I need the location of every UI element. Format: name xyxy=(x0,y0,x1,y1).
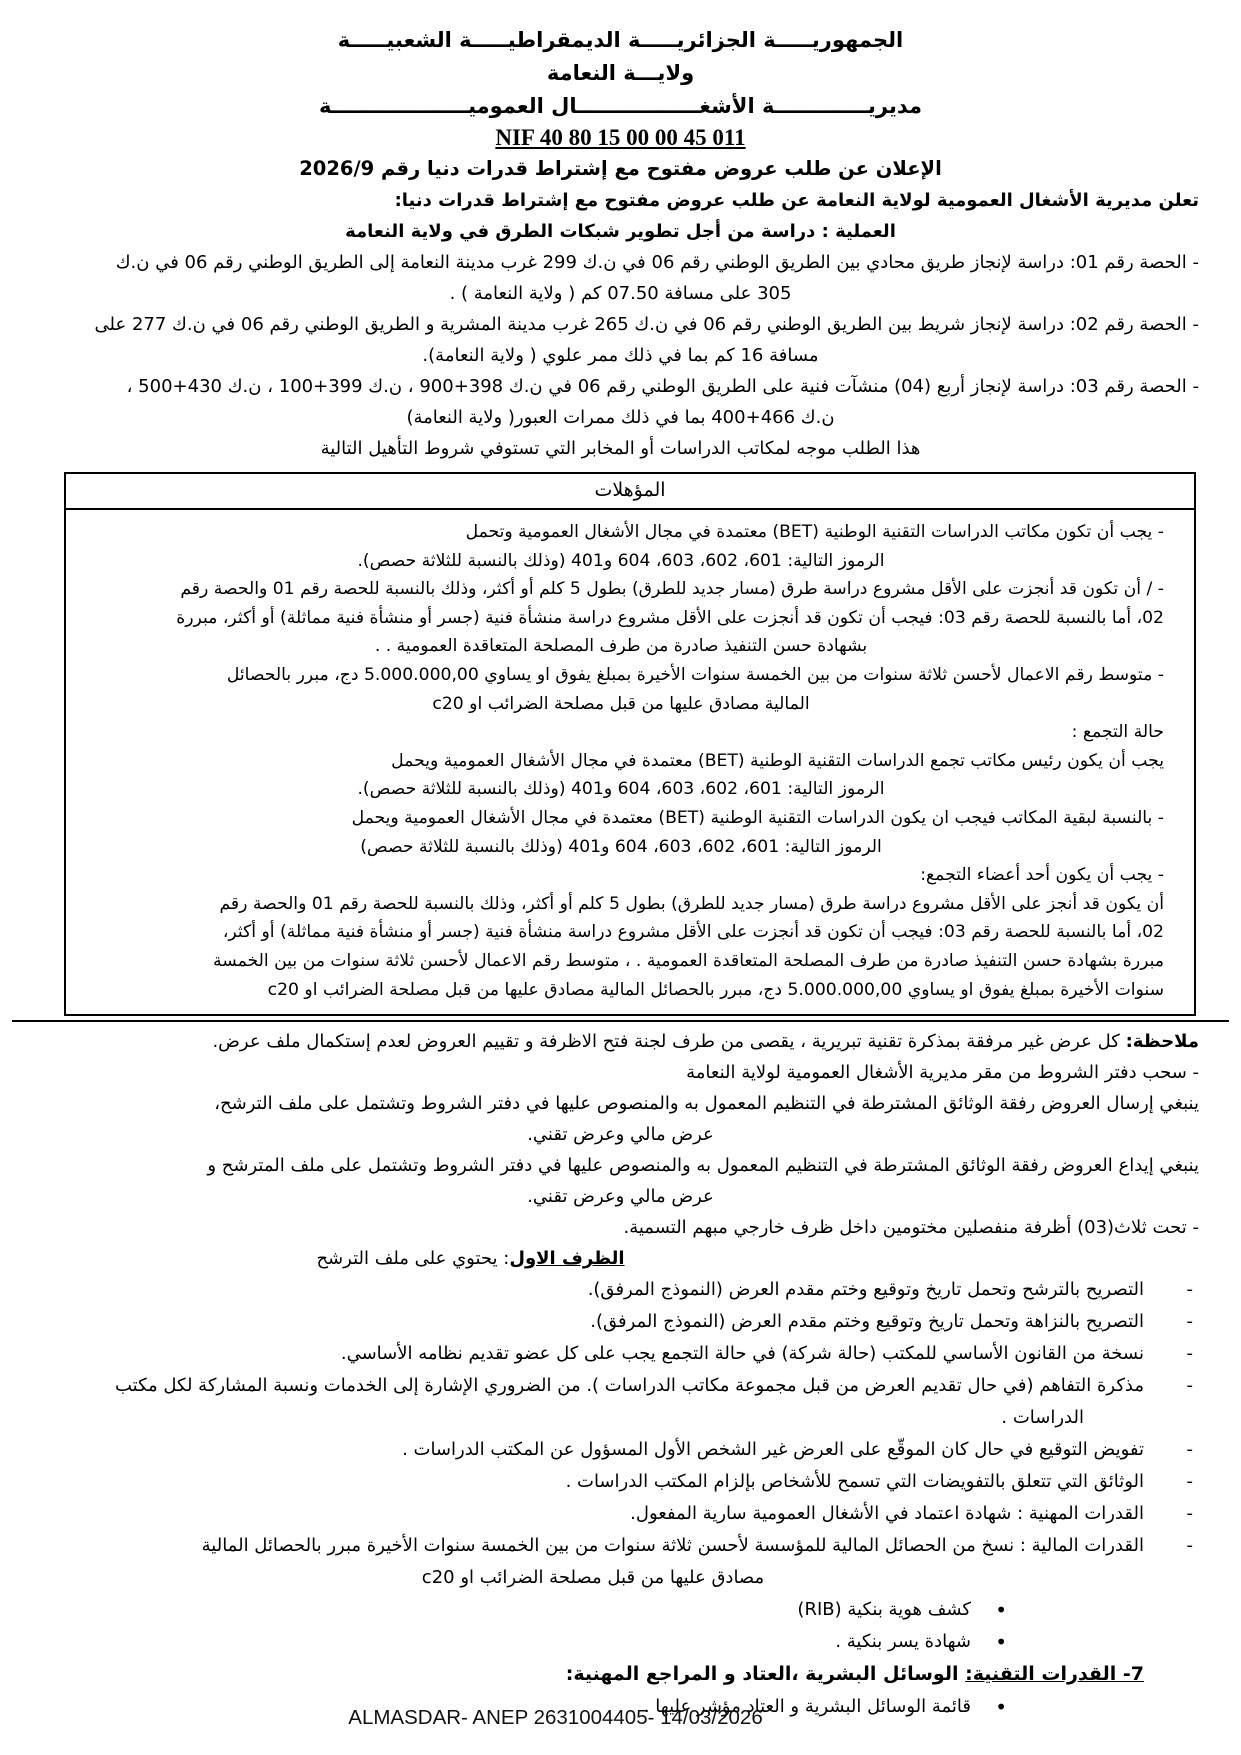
box-line-1: - يجب أن تكون مكاتب الدراسات التقنية الوطنية (BET) معتمدة في مجال الأشغال العمومية وتحمل xyxy=(465,522,1164,542)
directorate-line: مديريـــــــــــــة الأشغـــــــــــــــــال العموميـــــــــــــــــــة xyxy=(319,94,922,118)
dash-item-text: مذكرة التفاهم (في حال تقديم العرض من قبل مجموعة مكاتب الدراسات ). من الضروري الإشارة إلى الخدمات ونسبة المشاركة لكل مكتب xyxy=(114,1375,1144,1397)
announcement-title: الإعلان عن طلب عروض مفتوح مع إشتراط قدرات دنيا رقم 2026/9 xyxy=(299,157,942,180)
dash-item-delegation-documents xyxy=(42,1466,1199,1498)
box-line-5: بشهادة حسن التنفيذ صادرة من طرف المصلحة المتعاقدة العمومية . . xyxy=(374,636,868,657)
box-bottom-rule xyxy=(12,1020,1229,1022)
dash-item-text: تفويض التوقيع في حال كان الموقّع على العرض غير الشخص الأول المسؤول عن المكتب الدراسات . xyxy=(402,1439,1144,1461)
lot-2-line-1: - الحصة رقم 02: دراسة لإنجاز شريط بين الطريق الوطني رقم 06 في ن.ك 265 غرب مدينة المشرية و الطريق الوطني رقم 06 في ن.ك 277 على xyxy=(94,314,1199,335)
qualifications-box-body xyxy=(66,510,1194,1014)
dash-item-text: القدرات المهنية : شهادة اعتماد في الأشغال العمومية سارية المفعول. xyxy=(630,1503,1144,1525)
box-line-6: - متوسط رقم الاعمال لأحسن ثلاثة سنوات من بين الخمسة سنوات الأخيرة بمبلغ يفوق او يساوي 5.000.000,00 دج، مبرر بالحصائل xyxy=(226,664,1164,685)
box-line-7: المالية مصادق عليها من قبل مصلحة الضرائب او c20 xyxy=(432,693,810,714)
note-line xyxy=(42,1026,1199,1057)
dash-item-professional-capacities xyxy=(42,1498,1199,1530)
bank-documents-list xyxy=(42,1594,1199,1658)
dash-item-text: نسخة من القانون الأساسي للمكتب (حالة شركة) في حالة التجمع يجب على كل عضو تقديم نظامه الأساسي. xyxy=(340,1343,1144,1365)
lot-1-line-2: 305 على مسافة 07.50 كم ( ولاية النعامة ) . xyxy=(449,283,792,304)
wilaya-line: ولايـــة النعامة xyxy=(546,61,695,85)
nif-line: NIF 40 80 15 00 00 45 011 xyxy=(495,125,746,150)
operation-line xyxy=(42,216,1199,247)
announce-line: تعلن مديرية الأشغال العمومية لولاية النعامة عن طلب عروض مفتوح مع إشتراط قدرات دنيا: xyxy=(394,190,1199,211)
send-offers-line: ينبغي إرسال العروض رفقة الوثائق المشترطة في التنظيم المعمول به والمنصوص عليها في دفتر الشروط وتشتمل على ملف الترشح، xyxy=(214,1093,1199,1115)
box-line-10: الرموز التالية: 601، 602، 603، 604 و401 (وذلك بالنسبة للثلاثة حصص). xyxy=(357,779,885,800)
bullet-item-bank-ease xyxy=(42,1626,1199,1658)
dash-item-text: التصريح بالترشح وتحمل تاريخ وتوقيع وختم مقدم العرض (النموذج المرفق). xyxy=(587,1279,1144,1301)
box-line-17: سنوات الأخيرة بمبلغ يفوق او يساوي 5.000.000,00 دج، مبرر بالحصائل المالية مصادق عليها من قبل مصلحة الضرائب او c20 xyxy=(267,979,1164,1000)
bullet-item-text: قائمة الوسائل البشرية و العتاد مؤشر عليها . xyxy=(643,1696,971,1718)
envelope-1-text: : يحتوي على ملف الترشح xyxy=(316,1248,510,1270)
lot-3-line-2: ن.ك 466+400 بما في ذلك ممرات العبور( ولاية النعامة) xyxy=(406,407,835,428)
box-line-4: 02، أما بالنسبة للحصة رقم 03: فيجب أن تكون قد أنجزت على الأقل مشروع دراسة منشأة فنية (جسر أو منشأة فنية مماثلة) أو أكثر، مبررة xyxy=(176,607,1164,628)
section7-heading xyxy=(42,1658,1199,1691)
deposit-offers-line: ينبغي إيداع العروض رفقة الوثائق المشترطة في التنظيم المعمول به والمنصوص عليها في دفتر الشروط وتشتمل على ملف المترشح و xyxy=(207,1155,1199,1177)
dash-item-memorandum xyxy=(42,1370,1199,1434)
dash-item-financial-capacities xyxy=(42,1530,1199,1594)
lot-1-paragraph xyxy=(42,247,1199,309)
withdraw-terms-line: - سحب دفتر الشروط من مقر مديرية الأشغال العمومية لولاية النعامة xyxy=(686,1062,1199,1084)
box-line-16: مبررة بشهادة حسن التنفيذ صادرة من طرف المصلحة المتعاقدة العمومية . ، متوسط رقم الاعمال لأحسن ثلاثة سنوات من بين الخمسة xyxy=(213,950,1164,971)
box-line-9: يجب أن يكون رئيس مكاتب تجمع الدراسات التقنية الوطنية (BET) معتمدة في مجال الأشغال العمومية ويحمل xyxy=(391,750,1164,771)
box-line-12: الرموز التالية: 601، 602، 603، 604 و401 (وذلك بالنسبة للثلاثة حصص) xyxy=(360,836,882,857)
anep-footer-line: ALMASDAR- ANEP 2631004405- 14/03/2026 xyxy=(348,1706,763,1729)
dash-item-declaration-candidacy xyxy=(42,1274,1199,1306)
dash-item-continuation: الدراسات . xyxy=(1001,1407,1084,1429)
lot-3-paragraph xyxy=(42,371,1199,433)
box-line-14: أن يكون قد أنجز على الأقل مشروع دراسة طرق (مسار جديد للطرق) بطول 5 كلم أو أكثر، وذلك بالنسبة للحصة رقم 01 والحصة رقم xyxy=(219,893,1164,914)
lot-1-line-1: - الحصة رقم 01: دراسة لإنجاز طريق محادي بين الطريق الوطني رقم 06 في ن.ك 299 غرب مدينة النعامة إلى الطريق الوطني رقم 06 في ن.ك xyxy=(115,252,1199,273)
addressed-to-line: هذا الطلب موجه لمكاتب الدراسات أو المخابر التي تستوفي شروط التأهيل التالية xyxy=(320,438,921,459)
bullet-item-text: شهادة يسر بنكية . xyxy=(835,1631,971,1653)
dash-item-statutes-copy xyxy=(42,1338,1199,1370)
dash-item-text: القدرات المالية : نسخ من الحصائل المالية للمؤسسة لأحسن ثلاثة سنوات من بين الخمسة سنوات الأخيرة مبرر بالحصائل المالية xyxy=(201,1535,1144,1557)
lot-2-line-2: مسافة 16 كم بما في ذلك ممر علوي ( ولاية النعامة). xyxy=(422,345,819,366)
republic-line: الجمهوريـــــة الجزائريـــــة الديمقراطيـــــة الشعبيـــــة xyxy=(337,28,904,52)
qualifications-box xyxy=(64,472,1196,1016)
note-label: ملاحظة: xyxy=(1125,1031,1199,1053)
box-line-3: - / أن تكون قد أنجزت على الأقل مشروع دراسة طرق (مسار جديد للطرق) بطول 5 كلم أو أكثر، وذلك بالنسبة للحصة رقم 01 والحصة رقم xyxy=(180,579,1164,600)
dash-item-text: الوثائق التي تتعلق بالتفويضات التي تسمح للأشخاص بإلزام المكتب الدراسات . xyxy=(565,1471,1144,1493)
qualifications-box-title: المؤهلات xyxy=(66,474,1194,510)
note-text: كل عرض غير مرفقة بمذكرة تقنية تبريرية ، يقصى من طرف لجنة فتح الاظرفة و تقييم العروض لعدم إستكمال ملف عرض. xyxy=(212,1031,1126,1053)
financial-technical-line-2: عرض مالي وعرض تقني. xyxy=(527,1186,714,1208)
candidacy-file-list xyxy=(42,1274,1199,1594)
operation-label: العملية xyxy=(835,221,896,242)
lot-2-paragraph xyxy=(42,309,1199,371)
box-line-15: 02، أما بالنسبة للحصة رقم 03: فيجب أن تكون قد أنجزت على الأقل مشروع دراسة منشأة فنية (جسر أو منشأة فنية مماثلة) أو أكثر، xyxy=(222,922,1164,943)
operation-text: : دراسة من أجل تطوير شبكات الطرق في ولاية النعامة xyxy=(345,221,836,242)
dash-item-continuation: مصادق عليها من قبل مصلحة الضرائب او c20 xyxy=(421,1567,765,1589)
financial-technical-line-1: عرض مالي وعرض تقني. xyxy=(527,1124,714,1146)
dash-item-declaration-integrity xyxy=(42,1306,1199,1338)
box-line-11: - بالنسبة لبقية المكاتب فيجب ان يكون الدراسات التقنية الوطنية (BET) معتمدة في مجال الأشغال العمومية ويحمل xyxy=(351,807,1164,828)
bullet-item-text: كشف هوية بنكية (RIB) xyxy=(797,1599,971,1621)
envelope-1-label: الظرف الاول xyxy=(509,1248,625,1270)
bullet-item-rib xyxy=(42,1594,1199,1626)
box-line-2: الرموز التالية: 601، 602، 603، 604 و401 (وذلك بالنسبة للثلاثة حصص). xyxy=(357,550,885,571)
section7-text: الوسائل البشرية ،العتاد و المراجع المهنية: xyxy=(565,1663,966,1686)
dash-item-text: التصريح بالنزاهة وتحمل تاريخ وتوقيع وختم مقدم العرض (النموذج المرفق). xyxy=(590,1311,1144,1333)
envelope-1-line xyxy=(42,1243,1199,1274)
section7-label: 7- القدرات التقنية: xyxy=(965,1663,1144,1686)
box-line-8: حالة التجمع : xyxy=(1071,722,1164,743)
box-line-13: - يجب أن يكون أحد أعضاء التجمع: xyxy=(920,865,1164,886)
dash-item-signature-delegation xyxy=(42,1434,1199,1466)
lot-3-line-1: - الحصة رقم 03: دراسة لإنجاز أربع (04) منشآت فنية على الطريق الوطني رقم 06 في ن.ك 398+900 ، ن.ك 399+100 ، ن.ك 430+500 ، xyxy=(126,376,1199,397)
three-envelopes-line: - تحت ثلاث(03) أظرفة منفصلين مختومين داخل ظرف خارجي مبهم التسمية. xyxy=(623,1217,1199,1239)
